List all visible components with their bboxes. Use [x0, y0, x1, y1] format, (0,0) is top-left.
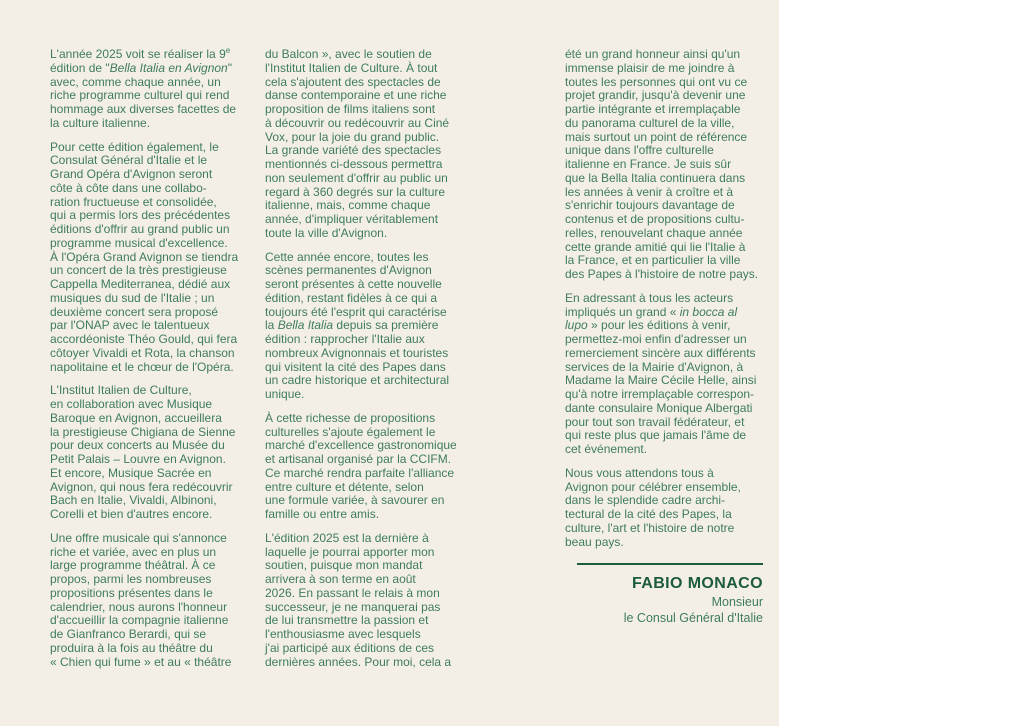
paragraph: [265, 412, 465, 522]
text-column-2: [265, 48, 465, 679]
text-segment: marché d'excellence gastronomique: [265, 438, 457, 453]
text-segment: que la Bella Italia continuera dans: [565, 170, 746, 185]
text-segment: s'enrichir toujours davantage de: [565, 198, 735, 213]
text-segment: toujours été l'esprit qui caractérise: [265, 304, 447, 319]
text-segment: culture, l'art et l'histoire de notre: [565, 520, 735, 535]
paragraph: [265, 532, 465, 670]
italic-text: Bella Italia: [277, 318, 334, 333]
text-segment: pour tout son travail fédérateur, et: [565, 414, 745, 429]
text-segment: remerciement sincère aux différents: [565, 345, 756, 360]
text-segment: unique.: [265, 387, 305, 401]
text-segment: regard à 360 degrés sur la culture: [265, 184, 446, 199]
text-column-3-paragraphs: [565, 48, 763, 549]
text-segment: dans le splendide cadre archi-: [565, 493, 726, 508]
text-segment: » pour les éditions à venir,: [587, 318, 731, 333]
text-segment: des Papes à l'histoire de notre pays.: [565, 267, 759, 281]
text-segment: relles, renouvelant chaque année: [565, 225, 743, 240]
text-segment: Madame la Maire Cécile Helle, ainsi: [565, 373, 757, 388]
text-segment: de Gianfranco Berardi, qui se: [50, 627, 207, 641]
text-segment: « Chien qui fume » et au « théâtre: [50, 654, 232, 669]
text-segment: qui reste plus que jamais l'âme de: [565, 428, 747, 443]
superscript-text: e: [225, 46, 231, 55]
text-segment: Baroque en Avignon, accueillera: [50, 410, 222, 425]
text-segment: riche et variée, avec en plus un: [50, 544, 217, 559]
text-segment: immense plaisir de me joindre à: [565, 60, 735, 75]
paragraph: [50, 141, 250, 375]
text-segment: Cappella Mediterranea, dédié aux: [50, 277, 231, 291]
paragraph: [565, 48, 763, 282]
paragraph: [50, 48, 250, 131]
text-segment: danse contemporaine et une riche: [265, 88, 447, 103]
paragraph: [265, 251, 465, 402]
signature-block: [565, 563, 763, 626]
text-segment: riche programme culturel qui rend: [50, 88, 230, 103]
paragraph: [565, 467, 763, 550]
signature-divider: [577, 563, 763, 565]
text-segment: par l'ONAP avec le talentueux: [50, 318, 210, 333]
text-segment: hommage aux diverses facettes de: [50, 102, 237, 116]
text-segment: Ce marché rendra parfaite l'alliance: [265, 465, 455, 480]
text-segment: services de la Mairie d'Avignon, à: [565, 359, 744, 374]
text-segment: qui visitent la cité des Papes dans: [265, 359, 446, 374]
text-segment: cet événement.: [565, 442, 648, 456]
text-segment: unique dans l'offre culturelle: [565, 143, 714, 158]
text-segment: napolitaine et le chœur de l'Opéra.: [50, 359, 234, 374]
text-segment: une formule variée, à savourer en: [265, 493, 445, 508]
text-segment: partie intégrante et irremplaçable: [565, 102, 741, 116]
text-segment: large programme théâtral. À ce: [50, 558, 216, 573]
text-segment: permettez-moi enfin d'adresser un: [565, 332, 747, 346]
text-segment: tectural de la cité des Papes, la: [565, 507, 732, 521]
text-segment: du Balcon », avec le soutien de: [265, 47, 432, 61]
text-column-1: [50, 48, 250, 679]
text-segment: culturelles s'ajoute également le: [265, 424, 436, 439]
text-segment: beau pays.: [565, 534, 624, 549]
text-segment: côtoyer Vivaldi et Rota, la chanson: [50, 345, 235, 360]
text-segment: l'Institut Italien de Culture. À tout: [265, 60, 438, 75]
text-segment: éditions d'offrir au grand public un: [50, 222, 230, 236]
text-segment: la culture italienne.: [50, 115, 151, 130]
text-segment: l'enthousiasme avec lesquels: [265, 627, 421, 641]
text-segment: Nous vous attendons tous à: [565, 465, 714, 480]
text-segment: impliqués un grand «: [565, 304, 680, 319]
text-segment: cette grande amitié qui lie l'Italie à: [565, 239, 746, 254]
text-segment: depuis sa première: [333, 318, 439, 333]
text-segment: À cette richesse de propositions: [265, 410, 436, 425]
text-segment: édition, restant fidèles à ce qui a: [265, 290, 438, 305]
text-segment: nombreux Avignonnais et touristes: [265, 345, 449, 360]
paragraph: [50, 384, 250, 522]
text-segment: et artisanal organisé par la CCIFM.: [265, 452, 452, 466]
text-segment: scènes permanentes d'Avignon: [265, 263, 432, 278]
text-segment: laquelle je pourrai apporter mon: [265, 544, 435, 559]
text-segment: mentionnés ci-dessous permettra: [265, 157, 443, 171]
text-segment: Avignon pour célébrer ensemble,: [565, 479, 741, 494]
text-segment: italienne, mais, comme chaque: [265, 198, 431, 213]
text-segment: édition de ": [50, 60, 110, 75]
text-segment: En adressant à tous les acteurs: [565, 290, 734, 305]
text-segment: la France, et en particulier la ville: [565, 253, 741, 268]
text-segment: non seulement d'offrir au public un: [265, 170, 448, 185]
text-segment: soutien, puisque mon mandat: [265, 558, 423, 573]
text-segment: propos, parmi les nombreuses: [50, 572, 212, 586]
paragraph: [50, 532, 250, 670]
signature-name: FABIO MONACO: [631, 575, 763, 593]
text-segment: mais surtout un point de référence: [565, 129, 748, 144]
text-segment: À l'Opéra Grand Avignon se tiendra: [50, 249, 239, 264]
text-segment: un cadre historique et architectural: [265, 373, 450, 388]
text-segment: Une offre musicale qui s'annonce: [50, 530, 227, 545]
signature-title-line2: le Consul Général d'Italie: [623, 610, 763, 625]
text-segment: proposition de films italiens sont: [265, 102, 436, 116]
text-segment: toutes les personnes qui ont vu ce: [565, 74, 748, 89]
text-segment: Et encore, Musique Sacrée en: [50, 465, 212, 480]
text-segment: successeur, je ne manquerai pas: [265, 599, 441, 614]
text-segment: la prestigieuse Chigiana de Sienne: [50, 424, 236, 439]
text-column-3: [565, 48, 763, 626]
text-segment: italienne en France. Je suis sûr: [565, 157, 732, 171]
text-segment: les années à venir à croître et à: [565, 184, 734, 199]
text-segment: Petit Palais – Louvre en Avignon.: [50, 452, 226, 466]
text-segment: musiques du sud de l'Italie ; un: [50, 290, 215, 305]
text-segment: côte à côte dans une collabo-: [50, 180, 207, 195]
text-segment: Consulat Général d'Italie et le: [50, 153, 208, 168]
text-segment: été un grand honneur ainsi qu'un: [565, 47, 741, 61]
text-segment: produira à la fois au théâtre du: [50, 640, 213, 655]
text-segment: arrivera à son terme en août: [265, 572, 416, 586]
text-segment: accordéoniste Théo Gould, qui fera: [50, 332, 238, 346]
text-segment: Pour cette édition également, le: [50, 139, 219, 154]
signature-title-line1: Monsieur: [711, 595, 763, 609]
text-segment: calendrier, nous aurons l'honneur: [50, 599, 228, 614]
text-segment: année, d'impliquer véritablement: [265, 212, 439, 226]
text-segment: qu'à notre irremplaçable correspon-: [565, 387, 755, 401]
text-segment: Vox, pour la joie du grand public.: [265, 129, 440, 144]
text-segment: programme musical d'excellence.: [50, 235, 228, 250]
text-segment: L'édition 2025 est la dernière à: [265, 530, 429, 545]
text-segment: L'Institut Italien de Culture,: [50, 383, 192, 398]
text-segment: propositions présentes dans le: [50, 585, 213, 600]
text-segment: qui a permis lors des précédentes: [50, 208, 231, 223]
text-segment: dernières années. Pour moi, cela a: [265, 654, 452, 669]
text-segment: de lui transmettre la passion et: [265, 613, 429, 628]
text-segment: seront présentes à cette nouvelle: [265, 277, 442, 291]
text-segment: La grande variété des spectacles: [265, 143, 442, 158]
text-segment: projet grandir, jusqu'à devenir une: [565, 88, 746, 103]
text-segment: toute la ville d'Avignon.: [265, 225, 388, 240]
italic-text: in bocca al: [679, 304, 738, 319]
text-segment: j'ai participé aux éditions de ces: [265, 640, 435, 655]
paragraph: [265, 48, 465, 241]
text-segment: avec, comme chaque année, un: [50, 74, 221, 89]
paragraph: [565, 292, 763, 457]
text-segment: en collaboration avec Musique: [50, 397, 213, 411]
text-segment: ration fructueuse et consolidée,: [50, 194, 217, 209]
text-segment: dante consulaire Monique Albergati: [565, 400, 753, 415]
text-segment: Grand Opéra d'Avignon seront: [50, 167, 213, 181]
text-segment: cela s'ajoutent des spectacles de: [265, 74, 441, 89]
text-segment: 2026. En passant le relais à mon: [265, 585, 440, 600]
text-segment: Bach en Italie, Vivaldi, Albinoni,: [50, 493, 217, 508]
text-segment: d'accueillir la compagnie italienne: [50, 613, 229, 628]
text-segment: Corelli et bien d'autres encore.: [50, 507, 213, 521]
text-segment: contenus et de propositions cultu-: [565, 212, 745, 226]
text-segment: du panorama culturel de la ville,: [565, 115, 735, 130]
italic-text: lupo: [565, 318, 588, 333]
text-segment: la: [265, 318, 278, 333]
text-segment: ": [227, 60, 232, 75]
text-segment: à découvrir ou redécouvrir au Ciné: [265, 115, 450, 130]
text-segment: Cette année encore, toutes les: [265, 249, 429, 264]
text-segment: édition : rapprocher l'Italie aux: [265, 332, 425, 346]
italic-text: Bella Italia en Avignon: [109, 60, 228, 75]
text-segment: famille ou entre amis.: [265, 507, 380, 521]
text-segment: pour deux concerts au Musée du: [50, 438, 225, 453]
text-segment: L'année 2025 voit se réaliser la 9: [50, 47, 226, 61]
text-segment: entre culture et détente, selon: [265, 479, 424, 494]
text-segment: deuxième concert sera proposé: [50, 304, 219, 319]
text-segment: un concert de la très prestigieuse: [50, 263, 227, 278]
text-segment: Avignon, qui nous fera redécouvrir: [50, 479, 233, 494]
